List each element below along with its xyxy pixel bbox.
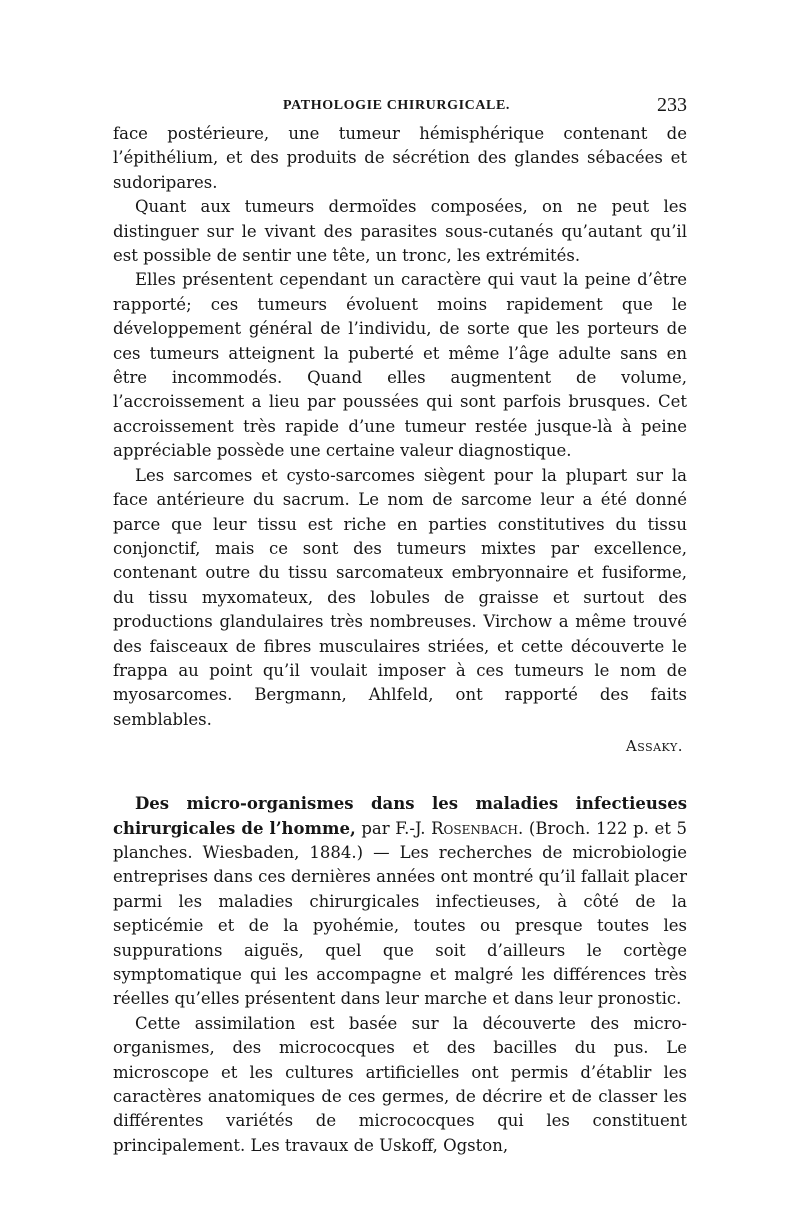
review-citation: (Broch. 122 p. et 5 planches. Wiesbaden, 1884.) — Les recherches de microbiologie entreprises dans ces dernières années ont montré qu’il fallait placer parmi les maladies chirurgicales infectieuses, à côté de la septicémie et de la pyohémie, toutes ou presque toutes les suppurations aiguës, quel que soit d’ailleurs le cortège symptomatique qui les accompagne et malgré les différences très réelles qu’elles présentent dans leur marche et dans leur pronostic. [113, 818, 688, 1009]
review-by: par [355, 818, 396, 838]
paragraph-dermoid-tumors: Quant aux tumeurs dermoïdes composées, on ne peut les distinguer sur le vivant des parasites sous-cutanés qu’autant qu’il est possible de sentir une tête, un tronc, les extrémités. [113, 197, 687, 266]
paragraph-sarcomas: Les sarcomes et cysto-sarcomes siègent pour la plupart sur la face antérieure du sacrum. Le nom de sarcome leur a été donné parce que leur tissu est riche en parties constitutives du tissu conjonctif, mais ce sont des tumeurs mixtes par excellence, contenant outre du tissu sarcomateux embryonnaire et fusiforme, du tissu myxomateux, des lobules de graisse et surtout des productions glandulaires très nombreuses. Virchow a même trouvé des faisceaux de fibres musculaires striées, et cette découverte le frappa au point qu’il voulait imposer à ces tumeurs le nom de myosarcomes. Bergmann, Ahlfeld, ont rapporté des faits semblables. [113, 465, 687, 729]
review-paragraph-micro-organisms: Cette assimilation est basée sur la découverte des micro-organismes, des micrococques et des bacilles du pus. Le microscope et les cultures artificielles ont permis d’établir les caractères anatomiques de ces germes, de décrire et de classer les différentes variétés de micrococques qui les constituent principalement. Les travaux de Uskoff, Ogston, [113, 1013, 687, 1155]
review-paragraph-intro [113, 792, 687, 1012]
review-author: F.-J. Rosenbach. [395, 818, 524, 838]
author-signature: Assaky. [625, 737, 683, 756]
section-gap [113, 758, 687, 792]
paragraph-tumor-evolution: Elles présentent cependant un caractère qui vaut la peine d’être rapporté; ces tumeurs évoluent moins rapidement que le développement général de l’individu, de sorte que les porteurs de ces tumeurs atteignent la puberté et même l’âge adulte sans en être incommodés. Quand elles augmentent de volume, l’accroissement a lieu par poussées qui sont parfois brusques. Cet accroissement très rapide d’une tumeur restée jusque-là à peine appréciable possède une certaine valeur diagnostique. [113, 270, 687, 461]
journal-page [113, 96, 687, 1158]
paragraph-continuation: face postérieure, une tumeur hémisphérique contenant de l’épithélium, et des produits de sécrétion des glandes sébacées et sudoripares. [113, 124, 687, 192]
review-title: Des micro-organismes dans les maladies infectieuses chirurgicales de l’homme, [113, 794, 687, 838]
running-title: PATHOLOGIE CHIRURGICALE. [283, 98, 511, 113]
running-head [113, 96, 687, 122]
page-number: 233 [657, 94, 687, 116]
